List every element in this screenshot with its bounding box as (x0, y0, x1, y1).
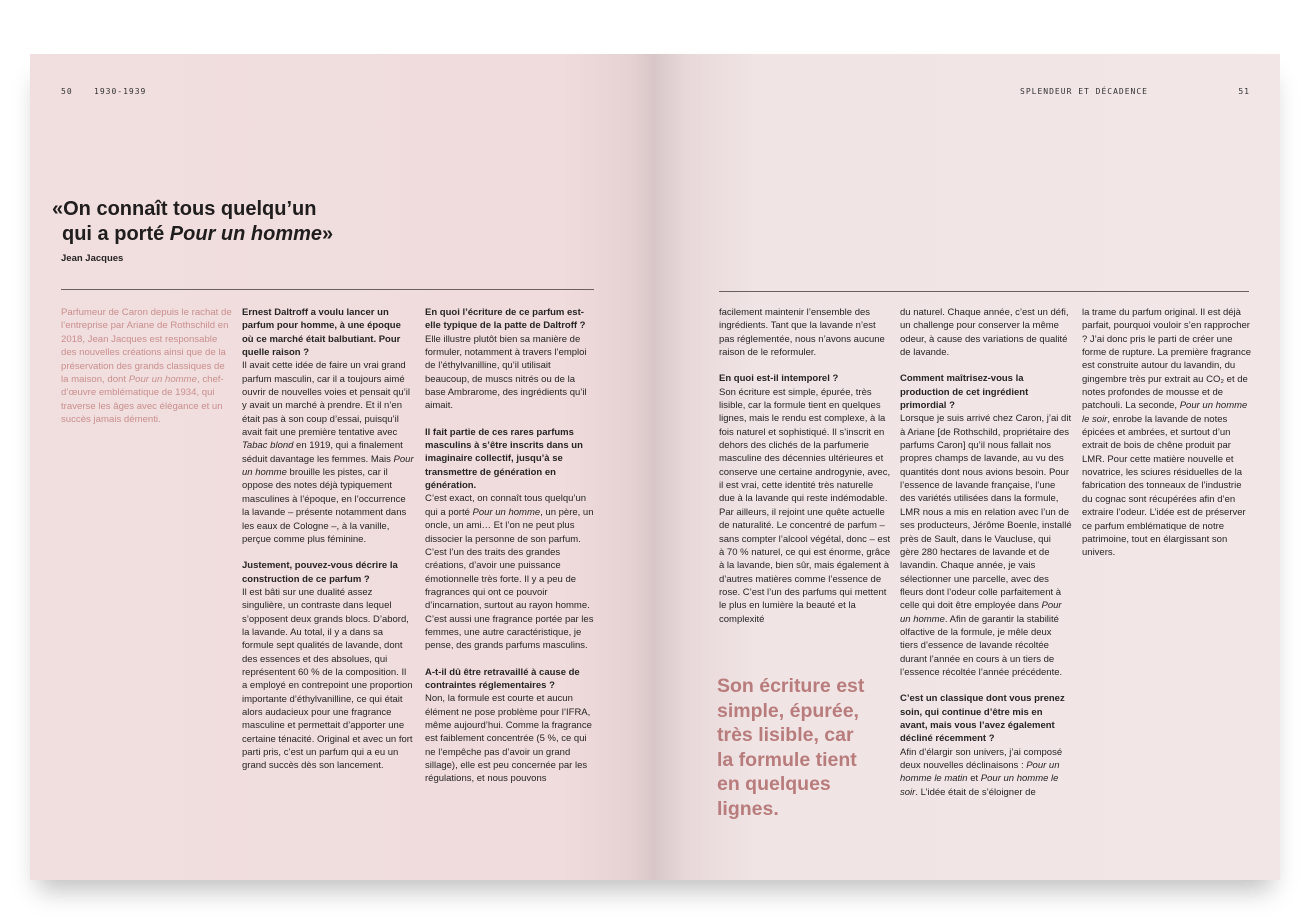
right-page (655, 54, 1280, 880)
paragraph (1082, 306, 1254, 560)
answer-text: Il est bâti sur une dualité assez singulière, un contraste dans lequel s’opposent deux grands blocs. D’abord, la lavande. Au total, il y a dans sa formule sept qualités de lavande, dont des essences et des absolues, qui représentent 60 % de la composition. Il a employé en contrepoint une proportion importante d’éthylvanilline, ce qui était alors audacieux pour une fragrance masculine et permettait d’apporter une certaine ténacité. Original et avec un fort parti pris, c’est un parfum qui a eu un grand succès dès son lancement. (242, 586, 413, 772)
title-text: qui a porté (62, 223, 170, 245)
question: En quoi l’écriture de ce parfum est-elle typique de la patte de Daltroff ? (425, 307, 586, 332)
answer-text: Il avait cette idée de faire un vrai grand parfum masculin, car il a toujours aimé ouvrir de nouvelles voies et pensait qu’il y avait un marché à prendre. Et il n’en était pas à son coup d’essai, puisqu’il avait fait une première tentative avec (242, 360, 410, 439)
page-number: 50 (61, 87, 73, 96)
question: Justement, pouvez-vous décrire la construction de ce parfum ? (242, 560, 398, 585)
answer-text: et (967, 773, 981, 785)
intro-text: Parfumeur de Caron depuis le rachat de l’entreprise par Ariane de Rothschild en 2018, Jean Jacques est responsable des nouvelles créations ainsi que de la préservation des grands classiques de la maison, dont (61, 307, 232, 386)
answer-text: Afin d’élargir son univers, j’ai composé deux nouvelles déclinaisons : (900, 746, 1063, 771)
answer-emphasis: Pour un homme (900, 600, 1062, 625)
answer-emphasis: Pour un homme le soir (1082, 400, 1248, 425)
column-2 (900, 306, 1072, 812)
column-1 (242, 306, 414, 786)
answer-text: du naturel. Chaque année, c’est un défi, un challenge pour conserver la même odeur, à cause des variations de qualité de lavande. (900, 307, 1069, 359)
divider (61, 289, 594, 290)
intro-paragraph (61, 306, 233, 427)
question: Comment maîtrisez-vous la production de cet ingrédient primordial ? (900, 373, 1029, 412)
answer-text: . L’idée était de s’éloigner de (915, 786, 1036, 798)
paragraph (719, 372, 891, 626)
paragraph (719, 306, 891, 359)
question: A-t-il dû être retravaillé à cause de contraintes réglementaires ? (425, 666, 580, 691)
answer-text: facilement maintenir l’ensemble des ingrédients. Tant que la lavande n’est pas réglementée, nous n’avons aucune raison de le reformuler. (719, 307, 885, 359)
pull-quote: Son écriture est simple, épurée, très lisible, car la formule tient en quelques lignes. (717, 675, 865, 820)
paragraph (900, 692, 1072, 799)
answer-text: Non, la formule est courte et aucun élément ne pose problème pour l’IFRA, même aujourd’hui. Comme la fragrance est faiblement concentrée (5 %, ce qui ne l’empêche pas d’avoir un grand sillage), elle est peu concernée par les régulations, et nous pouvons (425, 693, 592, 785)
paragraph (900, 306, 1072, 359)
question: Il fait partie de ces rares parfums masculins à s’être inscrits dans un imaginaire collectif, jusqu’à se transmettre de génération en génération. (425, 426, 583, 492)
answer-emphasis: Pour un homme le matin (900, 760, 1060, 785)
running-header: SPLENDEUR ET DÉCADENCE (1020, 87, 1148, 96)
answer-emphasis: Pour un homme (242, 453, 414, 479)
title-line-1: «On connaît tous quelqu’un (52, 198, 317, 220)
question: C’est un classique dont vous prenez soin, qui continue d’être mis en avant, mais vous l’avez également décliné récemment ? (900, 693, 1065, 745)
magazine-spread (30, 54, 1280, 880)
answer-text: C’est exact, on connaît tous quelqu’un qui a porté (425, 493, 587, 518)
answer-text: brouille les pistes, car il oppose des notes déjà typiquement masculines à l’époque, en l’occurrence la lavande – présente notamment dans les eaux de Cologne –, à la vanille, perçue comme plus féminine. (242, 467, 407, 545)
answer-text: , un père, un oncle, un ami… Et l’on ne peut plus dissocier la personne de son parfum. C’est l’un des traits des grandes créations, d’avoir une puissance émotionnelle très forte. Il y a peu de fragrances qui ont ce pouvoir d’incarnation, surtout au rayon homme. C’est aussi une fragrance portée par les femmes, une autre caractéristique, je pense, des grands parfums masculins. (425, 506, 594, 652)
answer-emphasis: Pour un homme (472, 506, 541, 518)
title-emphasis: Pour un homme (169, 223, 323, 245)
answer-text: . Afin de garantir la stabilité olfactive de la formule, je mêle deux tiers d’essence de lavande récoltée durant l’année en cours à un tiers de l’essence récoltée l’année précédente. (900, 613, 1063, 678)
answer-emphasis: Pour un homme le soir (900, 773, 1059, 798)
column-2 (425, 306, 597, 799)
intro-emphasis: Pour un homme (128, 374, 197, 386)
answer-text: la trame du parfum original. Il est déjà parfait, pourquoi vouloir s’en rapprocher ? J’ai donc pris le parti de créer une forme de rupture. La première fragrance est construite autour du lavandin, du gingembre très pur extrait au CO₂ et de notes profondes de mousse et de patchouli. La seconde, (1082, 307, 1251, 412)
left-page (30, 54, 655, 880)
paragraph (900, 372, 1072, 679)
paragraph (242, 559, 414, 773)
column-1 (719, 306, 891, 639)
paragraph (425, 306, 597, 413)
running-header: 1930-1939 (94, 87, 147, 96)
paragraph (242, 306, 414, 546)
paragraph (425, 666, 597, 786)
intro-text: , chef-d’œuvre emblématique de 1934, qui traverse les âges avec élégance et un succès jamais démenti. (61, 374, 224, 426)
paragraph (425, 426, 597, 653)
page-number: 51 (1238, 87, 1250, 96)
answer-text: en 1919, qui a finalement séduit davantage les femmes. Mais (242, 440, 403, 465)
answer-text: Lorsque je suis arrivé chez Caron, j’ai dit à Ariane [de Rothschild, propriétaire des parfums Caron] qu’il nous fallait nos propres champs de lavande, au vu des quantités dont nous avions besoin. Pour l’essence de lavande française, l’une des variétés utilisées dans la formule, LMR nous a mis en relation avec l’un de ses producteurs, Jérôme Boenle, installé près de Sault, dans le Vaucluse, qui gère 280 hectares de lavande et de lavandin. Chaque année, je vais sélectionner une parcelle, avec des fleurs dont l’odeur colle parfaitement à celle qui doit être employée dans (900, 413, 1072, 612)
question: Ernest Daltroff a voulu lancer un parfum pour homme, à une époque où ce marché était balbutiant. Pour quelle raison ? (242, 307, 401, 359)
page-title (52, 197, 472, 247)
answer-emphasis: Tabac blond (242, 440, 294, 452)
answer-text: Son écriture est simple, épurée, très lisible, car la formule tient en quelques lignes, mais le rendu est complexe, à la fois naturel et sophistiqué. Il s’inscrit en dehors des clichés de la parfumerie masculine des décennies ultérieures et conserve une certaine androgynie, avec, il est vrai, cette identité très naturelle due à la lavande qui reste indémodable. Par ailleurs, il rejoint une quête actuelle de naturalité. Le concentré de parfum – sans compter l’alcool végétal, donc – est à 70 % naturel, ce qui est énorme, grâce à la lavande, bien sûr, mais également à d’autres matières comme l’essence de rose. C’est l’un des parfums qui mettent le plus en lumière la beauté et la complexité (719, 386, 891, 625)
question: En quoi est-il intemporel ? (719, 373, 839, 385)
title-line-2 (52, 222, 472, 247)
divider (719, 291, 1249, 292)
title-quote-mark: » (322, 223, 334, 245)
author-name: Jean Jacques (61, 253, 124, 264)
column-3 (1082, 306, 1254, 573)
answer-text: , enrobe la lavande de notes épicées et ambrées, et surtout d’un extrait de bois de chêne produit par LMR. Pour cette matière nouvelle et novatrice, les sciures résiduelles de la fabrication des tonneaux de l’industrie du cognac sont récupérées afin d’en extraire l’odeur. L’idée est de préserver ce parfum emblématique de notre patrimoine, tout en élargissant son univers. (1082, 413, 1246, 559)
answer-text: Elle illustre plutôt bien sa manière de formuler, notamment à travers l’emploi de l’éthylvanilline, qu’il utilisait beaucoup, de muscs nitrés ou de la base Ambrarome, des ingrédients qu’il aimait. (425, 333, 587, 412)
